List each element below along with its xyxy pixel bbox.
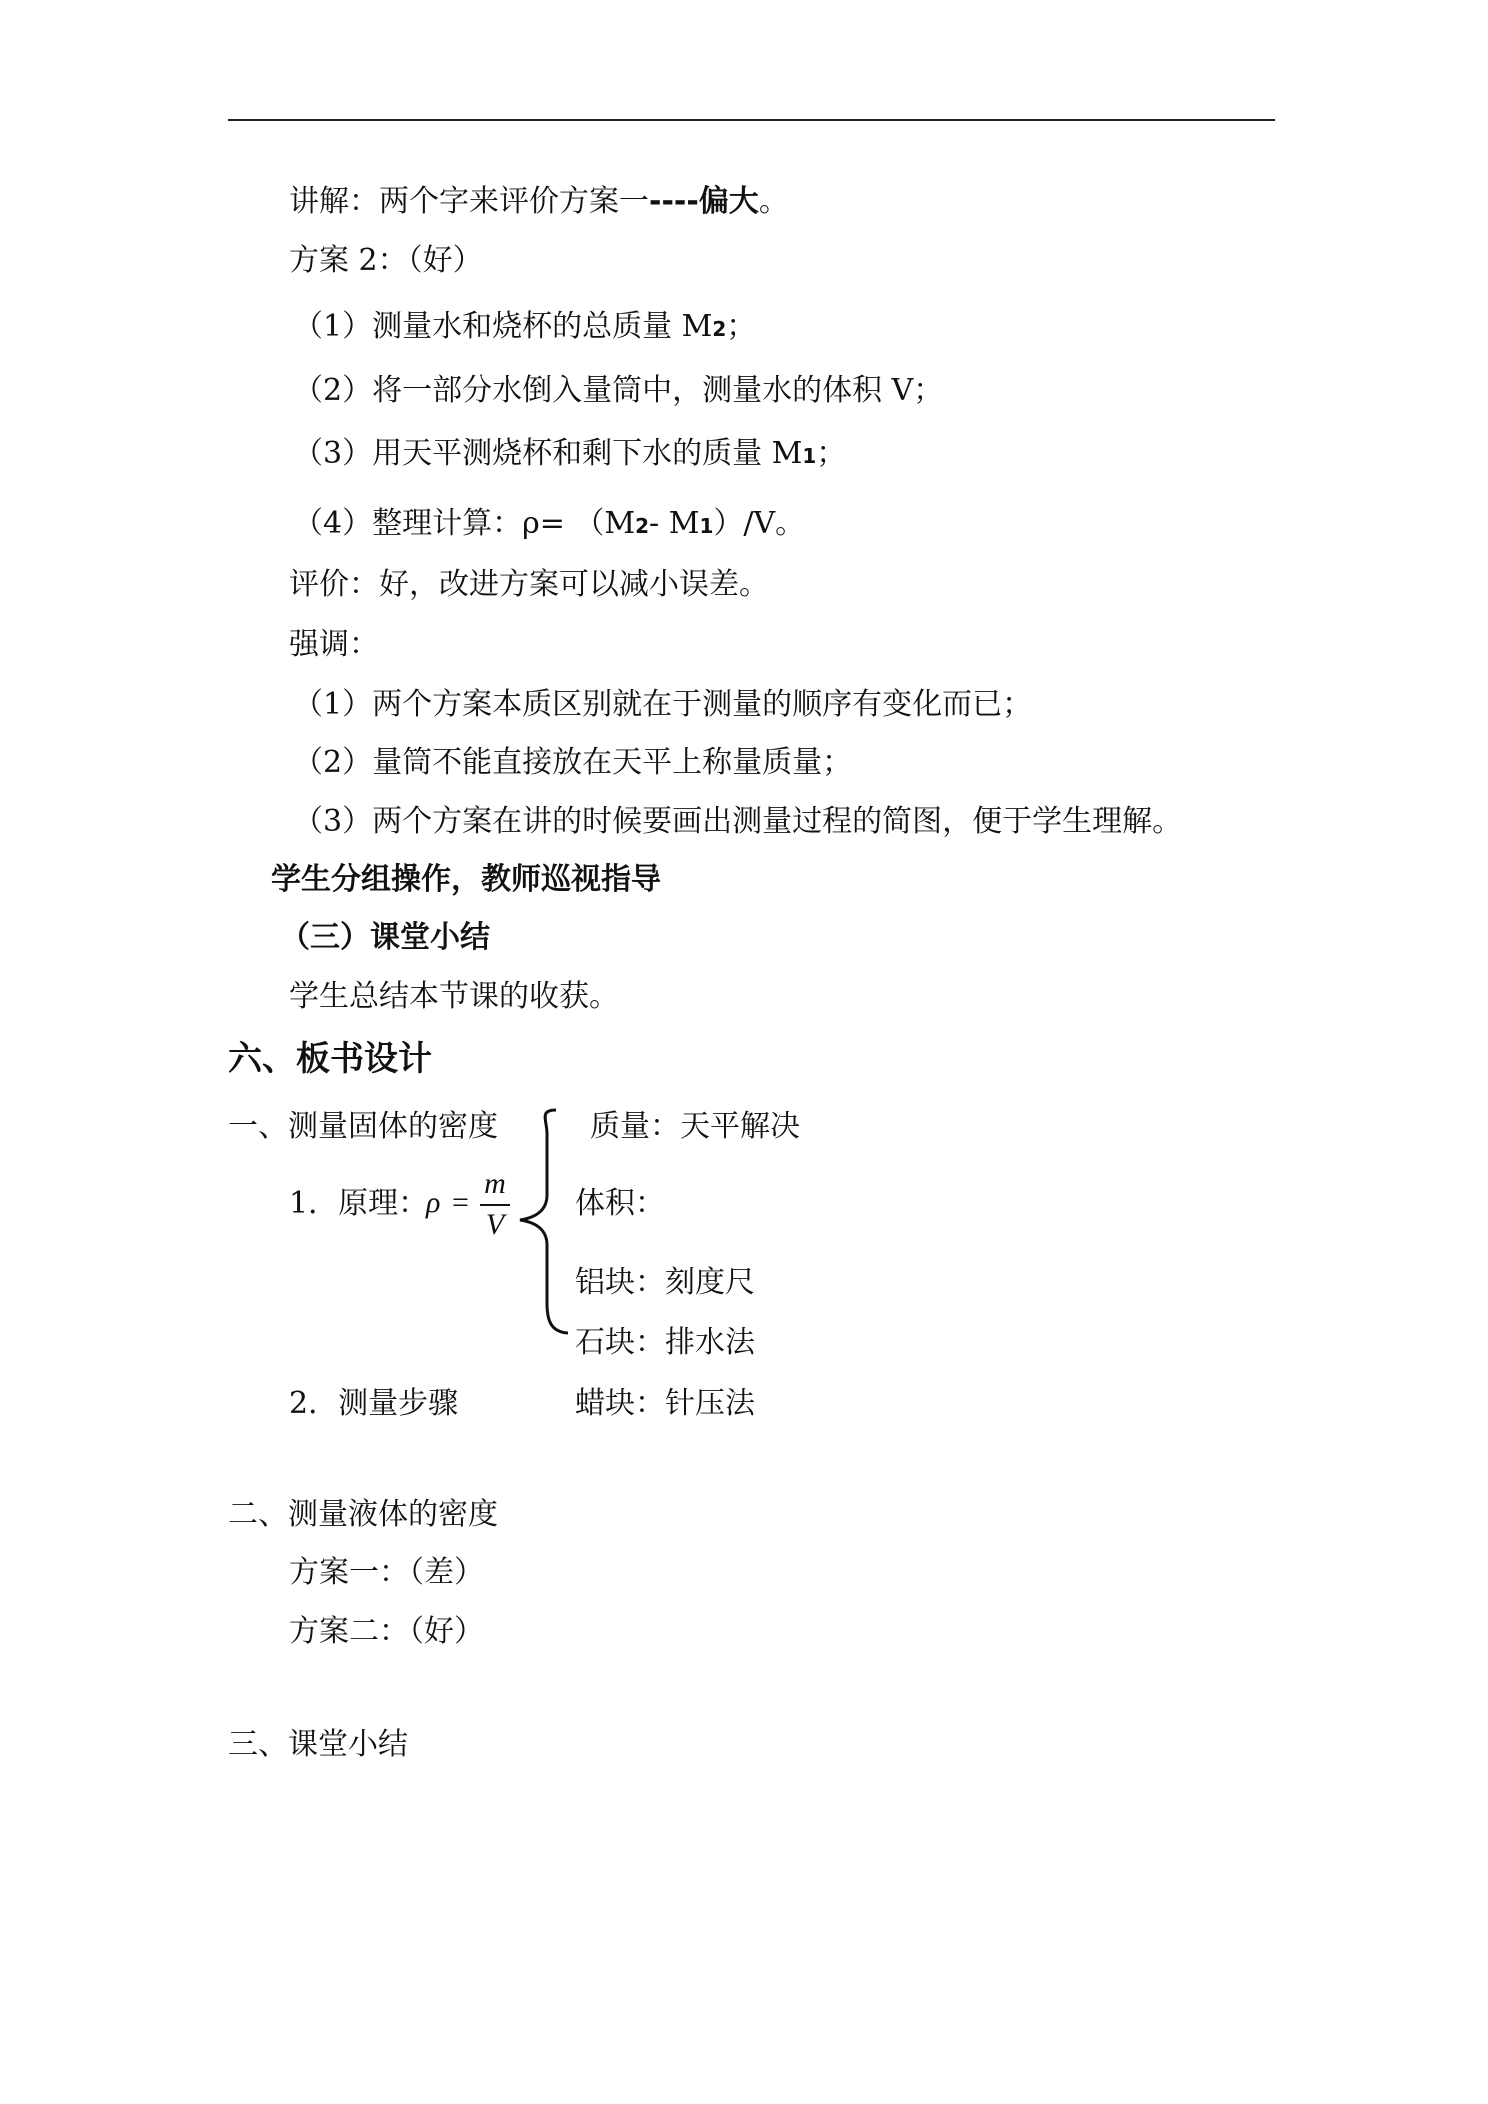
board-part3-title: 三、课堂小结 (228, 1727, 408, 1762)
plan-1-item: 方案一：（差） (289, 1555, 484, 1590)
emphasis-heading: 强调： (289, 627, 379, 662)
step-3-text: （3）用天平测烧杯和剩下水的质量 M (293, 436, 803, 471)
mass-item: 质量：天平解决 (590, 1109, 800, 1144)
summary-text: 学生总结本节课的收获。 (289, 979, 619, 1014)
steps-label: 2．测量步骤 (289, 1386, 459, 1421)
explanation-line (289, 184, 789, 220)
section-heading: 六、板书设计 (228, 1039, 432, 1079)
fraction-numerator: m (484, 1167, 506, 1200)
step-4 (293, 506, 805, 544)
emphasis-2: （2）量筒不能直接放在天平上称量质量； (293, 745, 853, 780)
step-2: （2）将一部分水倒入量筒中，测量水的体积 V； (293, 373, 944, 408)
explanation-text: 讲解：两个字来评价方案一 (289, 184, 649, 219)
stone-item: 石块：排水法 (575, 1325, 755, 1360)
emphasis-1: （1）两个方案本质区别就在于测量的顺序有变化而已； (293, 687, 1033, 722)
volume-item: 体积： (575, 1186, 665, 1221)
fraction-bar (480, 1204, 510, 1206)
board-part2-title: 二、测量液体的密度 (228, 1497, 498, 1532)
curly-brace-icon (510, 1107, 570, 1335)
step-1-subscript: 2 (712, 317, 727, 341)
group-activity: 学生分组操作，教师巡视指导 (271, 862, 661, 897)
plan-2-item: 方案二：（好） (289, 1614, 484, 1649)
explanation-period: 。 (758, 184, 789, 219)
board-part1-title: 一、测量固体的密度 (228, 1109, 498, 1144)
evaluation: 评价：好，改进方案可以减小误差。 (289, 567, 769, 602)
step-4-subscript-1: 1 (699, 514, 714, 538)
step-1-text: （1）测量水和烧杯的总质量 M (293, 309, 713, 344)
step-4-subscript-2: 2 (635, 514, 650, 538)
step-1-end: ； (726, 309, 757, 344)
step-3 (293, 436, 846, 474)
explanation-emphasis: ----偏大 (649, 184, 759, 219)
step-4-text: （4）整理计算：ρ= （M (293, 506, 636, 541)
step-3-subscript: 1 (802, 444, 817, 468)
step-4-end: ）/V。 (713, 506, 806, 541)
wax-item: 蜡块：针压法 (575, 1386, 755, 1421)
aluminum-item: 铝块：刻度尺 (575, 1265, 755, 1300)
emphasis-3: （3）两个方案在讲的时候要画出测量过程的简图，便于学生理解。 (293, 804, 1183, 839)
step-4-minus: - M (649, 506, 700, 541)
summary-heading: （三）课堂小结 (280, 920, 490, 955)
step-1 (293, 309, 756, 347)
equals-sign: = (452, 1186, 469, 1219)
header-rule (228, 119, 1275, 121)
plan-2-heading: 方案 2：（好） (289, 243, 483, 278)
fraction-denominator: V (485, 1208, 505, 1241)
step-3-end: ； (816, 436, 847, 471)
principle-label: 1．原理： (289, 1186, 429, 1221)
rho-symbol: ρ (426, 1186, 441, 1219)
